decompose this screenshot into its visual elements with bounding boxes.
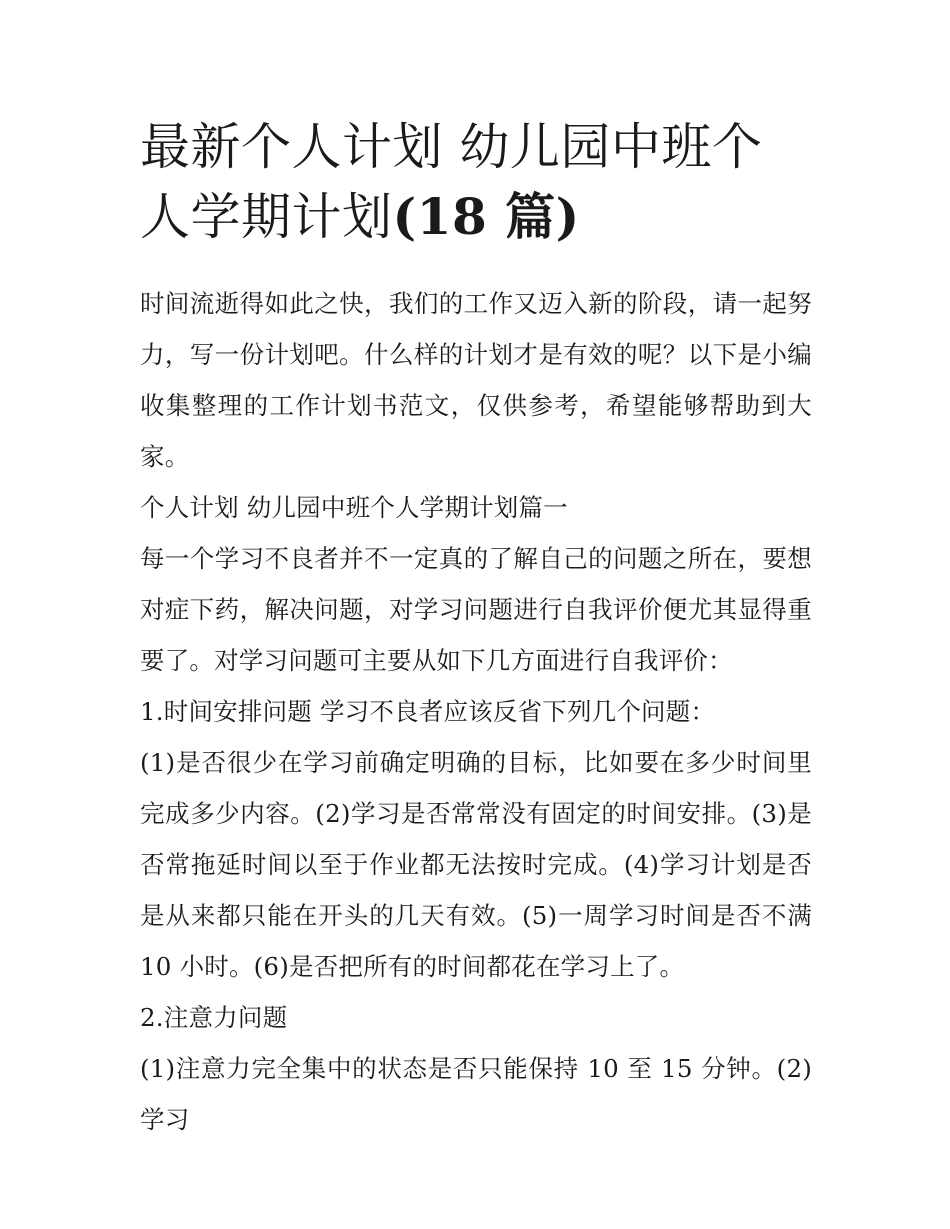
document-page	[140, 112, 812, 1145]
time-questions-paragraph: (1)是否很少在学习前确定明确的目标，比如要在多少时间里完成多少内容。(2)学习是否常常没有固定的时间安排。(3)是否常拖延时间以至于作业都无法按时完成。(4)学习计划是否是从来都只能在开头的几天有效。(5)一周学习时间是否不满 10 小时。(6)是否把所有的时间都花在学习上了。	[140, 748, 812, 981]
subheading-attention: 2.注意力问题	[140, 1003, 288, 1032]
title-suffix: (18 篇)	[392, 187, 580, 246]
title-main: 最新个人计划 幼儿园中班个人学期计划	[140, 118, 763, 246]
document-body	[140, 278, 812, 1145]
attention-questions-paragraph: (1)注意力完全集中的状态是否只能保持 10 至 15 分钟。(2)学习	[140, 1054, 812, 1134]
subheading-time: 1.时间安排问题 学习不良者应该反省下列几个问题：	[140, 697, 716, 726]
document-title	[140, 112, 812, 252]
intro-paragraph: 时间流逝得如此之快，我们的工作又迈入新的阶段，请一起努力，写一份计划吧。什么样的计划才是有效的呢？以下是小编收集整理的工作计划书范文，仅供参考，希望能够帮助到大家。	[140, 289, 812, 471]
body-paragraph: 每一个学习不良者并不一定真的了解自己的问题之所在，要想对症下药，解决问题，对学习问题进行自我评价便尤其显得重要了。对学习问题可主要从如下几方面进行自我评价：	[140, 544, 812, 675]
section-heading: 个人计划 幼儿园中班个人学期计划篇一	[140, 493, 568, 522]
